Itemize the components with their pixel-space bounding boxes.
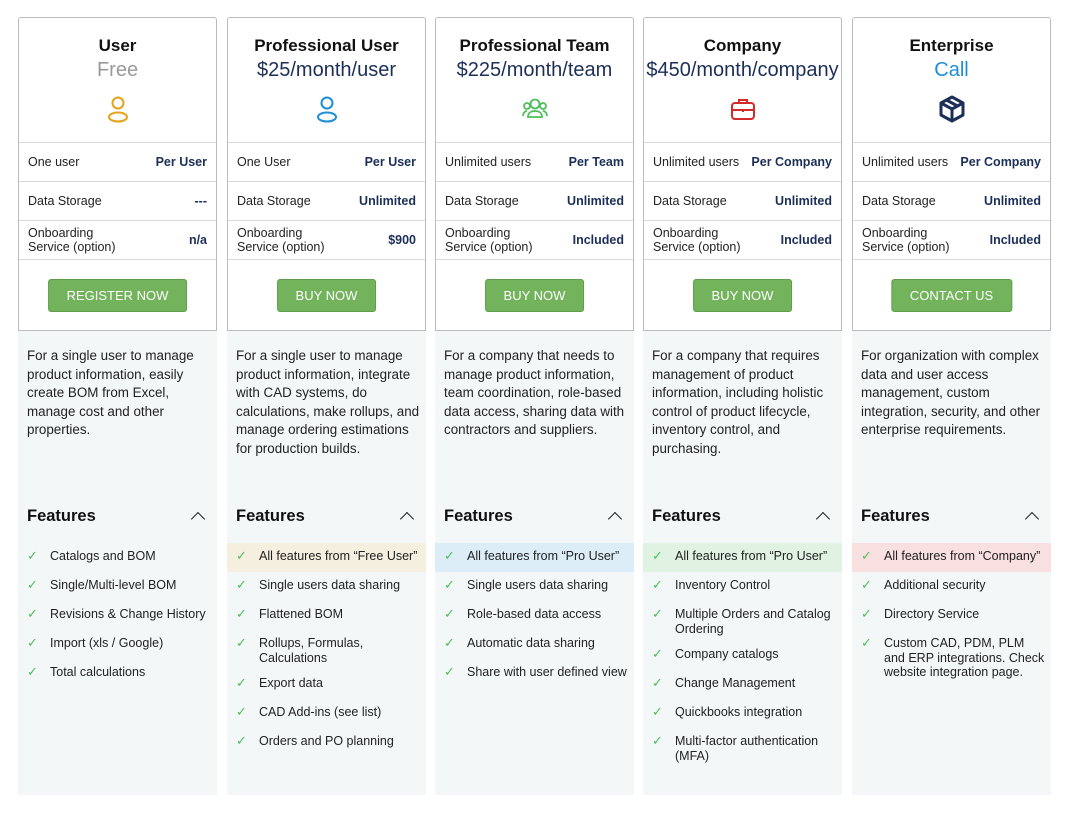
spec-label: Unlimited users — [445, 155, 532, 169]
check-icon: ✓ — [236, 635, 247, 650]
chevron-up-icon[interactable] — [1025, 512, 1039, 526]
feature-list — [852, 543, 1051, 685]
spec-row — [19, 182, 216, 221]
feature-label: Single/Multi-level BOM — [50, 578, 177, 592]
feature-label: Multiple Orders and Catalog Ordering — [675, 607, 831, 636]
chevron-up-icon[interactable] — [608, 512, 622, 526]
check-icon: ✓ — [236, 577, 247, 592]
spec-table — [853, 142, 1050, 260]
feature-label: All features from “Pro User” — [467, 549, 620, 563]
features-heading: Features — [861, 507, 930, 525]
features-toggle[interactable] — [861, 507, 1037, 526]
feature-item — [643, 728, 842, 768]
team-icon — [520, 94, 550, 124]
plan-action-button[interactable]: REGISTER NOW — [48, 279, 188, 312]
user-icon — [312, 94, 342, 124]
spec-row — [644, 182, 841, 221]
check-icon: ✓ — [27, 548, 38, 563]
cube-icon — [937, 94, 967, 124]
feature-list — [18, 543, 217, 688]
feature-item — [227, 699, 426, 728]
features-heading: Features — [444, 507, 513, 525]
feature-label: Single users data sharing — [467, 578, 609, 592]
feature-label: Inventory Control — [675, 578, 771, 592]
feature-item — [852, 601, 1051, 630]
plan-action-button[interactable]: CONTACT US — [891, 279, 1012, 312]
check-icon: ✓ — [236, 675, 247, 690]
check-icon: ✓ — [236, 704, 247, 719]
plan-description: For a single user to manage product information, integrate with CAD systems, do calculations, make rollups, and manage ordering estimations for production builds. — [236, 348, 420, 456]
check-icon: ✓ — [444, 606, 455, 621]
check-icon: ✓ — [652, 704, 663, 719]
plan-price: Free — [96, 59, 139, 81]
features-heading: Features — [27, 507, 96, 525]
feature-list — [227, 543, 426, 757]
plan-column-user — [18, 17, 217, 795]
spec-label: Data Storage — [862, 194, 936, 208]
feature-item — [227, 630, 426, 670]
spec-label: Data Storage — [653, 194, 727, 208]
feature-item — [643, 699, 842, 728]
plan-card — [852, 17, 1051, 331]
plan-description: For organization with complex data and user access management, custom integration, security, and other enterprise requirements. — [861, 348, 1041, 438]
check-icon: ✓ — [236, 733, 247, 748]
plan-card — [643, 17, 842, 331]
check-icon: ✓ — [652, 548, 663, 563]
feature-label: Role-based data access — [467, 607, 602, 621]
chevron-up-icon[interactable] — [191, 512, 205, 526]
feature-label: Flattened BOM — [259, 607, 344, 621]
feature-label: Quickbooks integration — [675, 705, 803, 719]
plan-card — [435, 17, 634, 331]
spec-label: Onboarding Service (option) — [237, 226, 325, 254]
plan-card — [227, 17, 426, 331]
feature-item — [227, 543, 426, 572]
feature-item — [643, 572, 842, 601]
feature-item — [852, 572, 1051, 601]
feature-list — [643, 543, 842, 768]
check-icon: ✓ — [444, 664, 455, 679]
feature-label: All features from “Free User” — [259, 549, 418, 563]
chevron-up-icon[interactable] — [816, 512, 830, 526]
feature-label: Rollups, Formulas, Calculations — [259, 636, 364, 665]
spec-label: One User — [237, 155, 291, 169]
feature-item — [643, 543, 842, 572]
spec-value: Included — [989, 233, 1041, 247]
spec-label: Onboarding Service (option) — [653, 226, 741, 254]
spec-value: Per User — [155, 155, 207, 169]
check-icon: ✓ — [652, 733, 663, 748]
check-icon: ✓ — [27, 664, 38, 679]
check-icon: ✓ — [861, 635, 872, 650]
spec-label: Data Storage — [28, 194, 102, 208]
feature-item — [643, 670, 842, 699]
spec-label: Unlimited users — [653, 155, 740, 169]
spec-value: Per Team — [568, 155, 624, 169]
feature-label: Orders and PO planning — [259, 734, 394, 748]
check-icon: ✓ — [27, 635, 38, 650]
spec-row — [436, 182, 633, 221]
spec-row — [436, 221, 633, 260]
spec-value: Unlimited — [359, 194, 416, 208]
check-icon: ✓ — [236, 548, 247, 563]
plan-price: Call — [934, 59, 969, 81]
plan-title: User — [98, 36, 137, 55]
plan-details — [435, 331, 634, 795]
features-toggle[interactable] — [236, 507, 412, 526]
features-toggle[interactable] — [444, 507, 620, 526]
feature-label: Export data — [259, 676, 323, 690]
spec-value: $900 — [388, 233, 416, 247]
features-heading: Features — [236, 507, 305, 525]
plan-column-professional-team — [435, 17, 634, 795]
spec-table — [644, 142, 841, 260]
feature-item — [435, 572, 634, 601]
feature-label: All features from “Company” — [884, 549, 1041, 563]
spec-value: Included — [572, 233, 624, 247]
feature-item — [227, 572, 426, 601]
check-icon: ✓ — [27, 606, 38, 621]
check-icon: ✓ — [444, 635, 455, 650]
feature-item — [435, 630, 634, 659]
spec-value: Per Company — [960, 155, 1041, 169]
spec-row — [436, 143, 633, 182]
spec-value: Per Company — [751, 155, 832, 169]
feature-item — [227, 601, 426, 630]
spec-value: --- — [194, 194, 207, 208]
feature-label: Company catalogs — [675, 647, 779, 661]
feature-label: Catalogs and BOM — [50, 549, 156, 563]
spec-row — [228, 182, 425, 221]
spec-label: Data Storage — [445, 194, 519, 208]
feature-list — [435, 543, 634, 688]
feature-item — [643, 641, 842, 670]
spec-table — [19, 142, 216, 260]
feature-item — [18, 630, 217, 659]
feature-label: Import (xls / Google) — [50, 636, 164, 650]
spec-row — [228, 143, 425, 182]
features-toggle[interactable] — [27, 507, 203, 526]
plan-description: For a company that needs to manage product information, team coordination, role-based data access, sharing data with contractors and suppliers. — [444, 348, 625, 438]
plan-price: $225/month/team — [456, 59, 613, 81]
spec-row — [853, 143, 1050, 182]
spec-label: Data Storage — [237, 194, 311, 208]
plan-action-button[interactable]: BUY NOW — [485, 279, 585, 312]
spec-table — [228, 142, 425, 260]
feature-label: Custom CAD, PDM, PLM and ERP integrations. Check website integration page. — [884, 636, 1045, 679]
spec-row — [19, 221, 216, 260]
feature-label: All features from “Pro User” — [675, 549, 828, 563]
spec-label: Onboarding Service (option) — [862, 226, 950, 254]
check-icon: ✓ — [652, 646, 663, 661]
feature-item — [852, 543, 1051, 572]
check-icon: ✓ — [444, 577, 455, 592]
plan-action-button[interactable]: BUY NOW — [277, 279, 377, 312]
spec-table — [436, 142, 633, 260]
spec-value: Per User — [364, 155, 416, 169]
check-icon: ✓ — [27, 577, 38, 592]
spec-row — [19, 143, 216, 182]
check-icon: ✓ — [652, 577, 663, 592]
feature-item — [18, 572, 217, 601]
plan-details — [852, 331, 1051, 795]
feature-label: Single users data sharing — [259, 578, 401, 592]
plan-description: For a single user to manage product information, easily create BOM from Excel, manage cost and other properties. — [27, 348, 194, 438]
spec-row — [644, 143, 841, 182]
feature-item — [643, 601, 842, 641]
feature-label: Additional security — [884, 578, 986, 592]
feature-label: Share with user defined view — [467, 665, 627, 679]
feature-item — [18, 601, 217, 630]
check-icon: ✓ — [861, 606, 872, 621]
plan-price: $450/month/company — [646, 59, 839, 81]
plan-title: Company — [703, 36, 782, 55]
feature-item — [435, 601, 634, 630]
chevron-up-icon[interactable] — [400, 512, 414, 526]
plan-column-professional-user — [227, 17, 426, 795]
feature-item — [18, 659, 217, 688]
check-icon: ✓ — [444, 548, 455, 563]
check-icon: ✓ — [236, 606, 247, 621]
plan-title: Professional User — [254, 36, 399, 55]
feature-label: Automatic data sharing — [467, 636, 595, 650]
spec-value: Unlimited — [984, 194, 1041, 208]
feature-label: Directory Service — [884, 607, 980, 621]
feature-label: Total calculations — [50, 665, 146, 679]
feature-item — [852, 630, 1051, 685]
feature-item — [227, 728, 426, 757]
plan-column-enterprise — [852, 17, 1051, 795]
spec-value: Unlimited — [775, 194, 832, 208]
features-toggle[interactable] — [652, 507, 828, 526]
spec-value: n/a — [188, 233, 207, 247]
plan-details — [18, 331, 217, 795]
spec-label: Onboarding Service (option) — [445, 226, 533, 254]
spec-row — [853, 182, 1050, 221]
spec-label: Unlimited users — [862, 155, 949, 169]
plan-details — [227, 331, 426, 795]
spec-row — [228, 221, 425, 260]
check-icon: ✓ — [861, 548, 872, 563]
plan-description: For a company that requires management of product information, including holistic control of product lifecycle, inventory control, and purchasing. — [652, 348, 824, 456]
check-icon: ✓ — [861, 577, 872, 592]
feature-label: Revisions & Change History — [50, 607, 206, 621]
feature-item — [18, 543, 217, 572]
feature-item — [435, 543, 634, 572]
feature-item — [227, 670, 426, 699]
briefcase-icon — [728, 94, 758, 124]
feature-label: Multi-factor authentication (MFA) — [675, 734, 819, 763]
spec-row — [644, 221, 841, 260]
spec-label: Onboarding Service (option) — [28, 226, 116, 254]
spec-label: One user — [28, 155, 80, 169]
plan-title: Professional Team — [459, 36, 610, 55]
spec-row — [853, 221, 1050, 260]
spec-value: Included — [780, 233, 832, 247]
feature-item — [435, 659, 634, 688]
features-heading: Features — [652, 507, 721, 525]
check-icon: ✓ — [652, 606, 663, 621]
plan-card — [18, 17, 217, 331]
plan-title: Enterprise — [909, 36, 994, 55]
plan-price: $25/month/user — [257, 59, 396, 81]
feature-label: Change Management — [675, 676, 796, 690]
spec-value: Unlimited — [567, 194, 624, 208]
check-icon: ✓ — [652, 675, 663, 690]
plan-column-company — [643, 17, 842, 795]
plan-action-button[interactable]: BUY NOW — [693, 279, 793, 312]
plan-details — [643, 331, 842, 795]
user-icon — [103, 94, 133, 124]
feature-label: CAD Add-ins (see list) — [259, 705, 382, 719]
